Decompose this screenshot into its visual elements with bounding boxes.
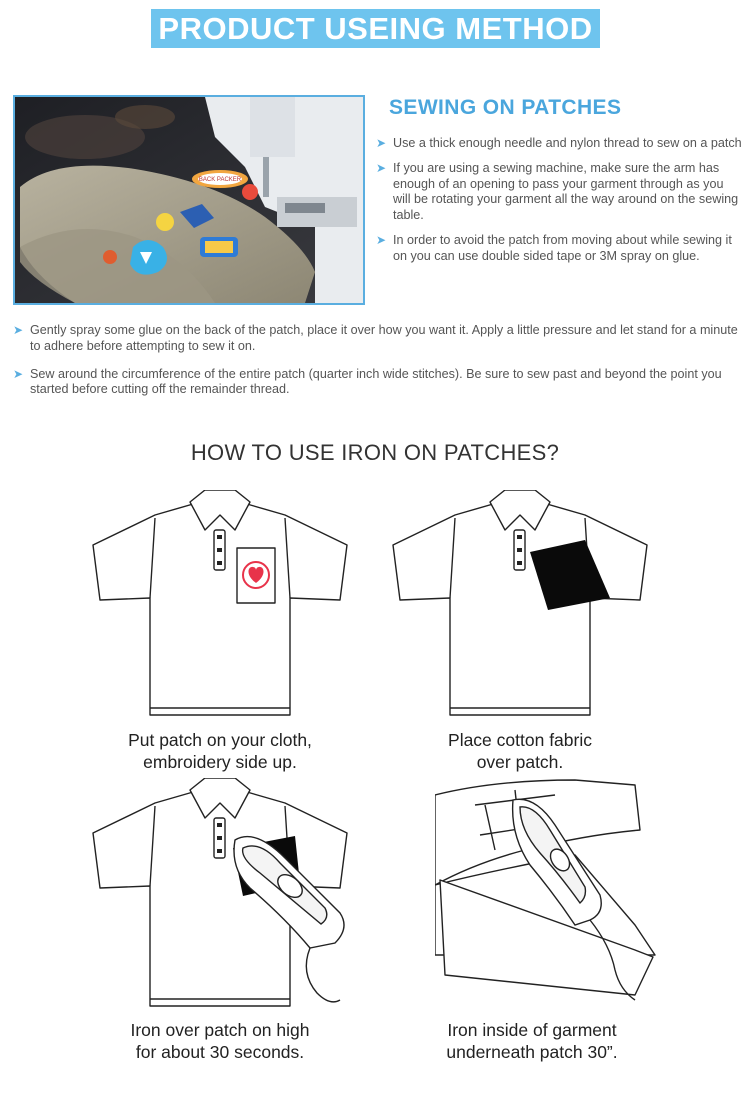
- sewing-machine-photo: [13, 95, 365, 305]
- arrow-bullet-icon: ➤: [376, 136, 387, 150]
- shirt-with-cloth-illustration: [385, 490, 655, 720]
- heart-patch-icon: [243, 562, 269, 588]
- section-title-iron: HOW TO USE IRON ON PATCHES?: [190, 440, 560, 465]
- arrow-bullet-icon: ➤: [13, 323, 24, 337]
- list-item: ➤ Use a thick enough needle and nylon thread to sew on a patch: [376, 136, 742, 150]
- arrow-bullet-icon: ➤: [376, 232, 387, 247]
- page-title: PRODUCT USEING METHOD: [158, 10, 593, 46]
- page-banner: [151, 9, 600, 48]
- section-title-sewing: SEWING ON PATCHES: [389, 96, 622, 119]
- list-item: ➤ Gently spray some glue on the back of the patch, place it over how you want it. Apply a little pressure and let stand for a minute to adhere before attempting to sew it on.: [13, 323, 738, 353]
- list-item: ➤ If you are using a sewing machine, make sure the arm has enough of an opening to pass your garment through as you will be rotating your garment all the way around on the sewing table.: [376, 160, 739, 223]
- ironing-inside-garment-illustration: [435, 775, 715, 1010]
- arrow-bullet-icon: ➤: [376, 160, 387, 175]
- shirt-with-patch-illustration: [85, 490, 355, 720]
- step-4-caption: Iron inside of garment underneath patch 30”.: [446, 1020, 618, 1062]
- step-2-caption: Place cotton fabric over patch.: [448, 730, 592, 772]
- arrow-bullet-icon: ➤: [13, 366, 24, 381]
- sewing-bullet-list: [376, 136, 742, 274]
- step-3-caption: Iron over patch on high for about 30 seconds.: [130, 1020, 310, 1062]
- step-1-caption: Put patch on your cloth, embroidery side up.: [128, 730, 312, 772]
- ironing-shirt-illustration: [85, 778, 365, 1013]
- sewing-bullet-list-full: [13, 323, 738, 410]
- list-item: ➤ In order to avoid the patch from moving about while sewing it on you can use double sided tape or 3M spray on glue.: [376, 232, 732, 263]
- photo-patch-text: BACK PACKER: [198, 177, 242, 183]
- list-item: ➤ Sew around the circumference of the entire patch (quarter inch wide stitches). Be sure to sew past and beyond the point you started before cutting off the remainder thread.: [13, 366, 722, 397]
